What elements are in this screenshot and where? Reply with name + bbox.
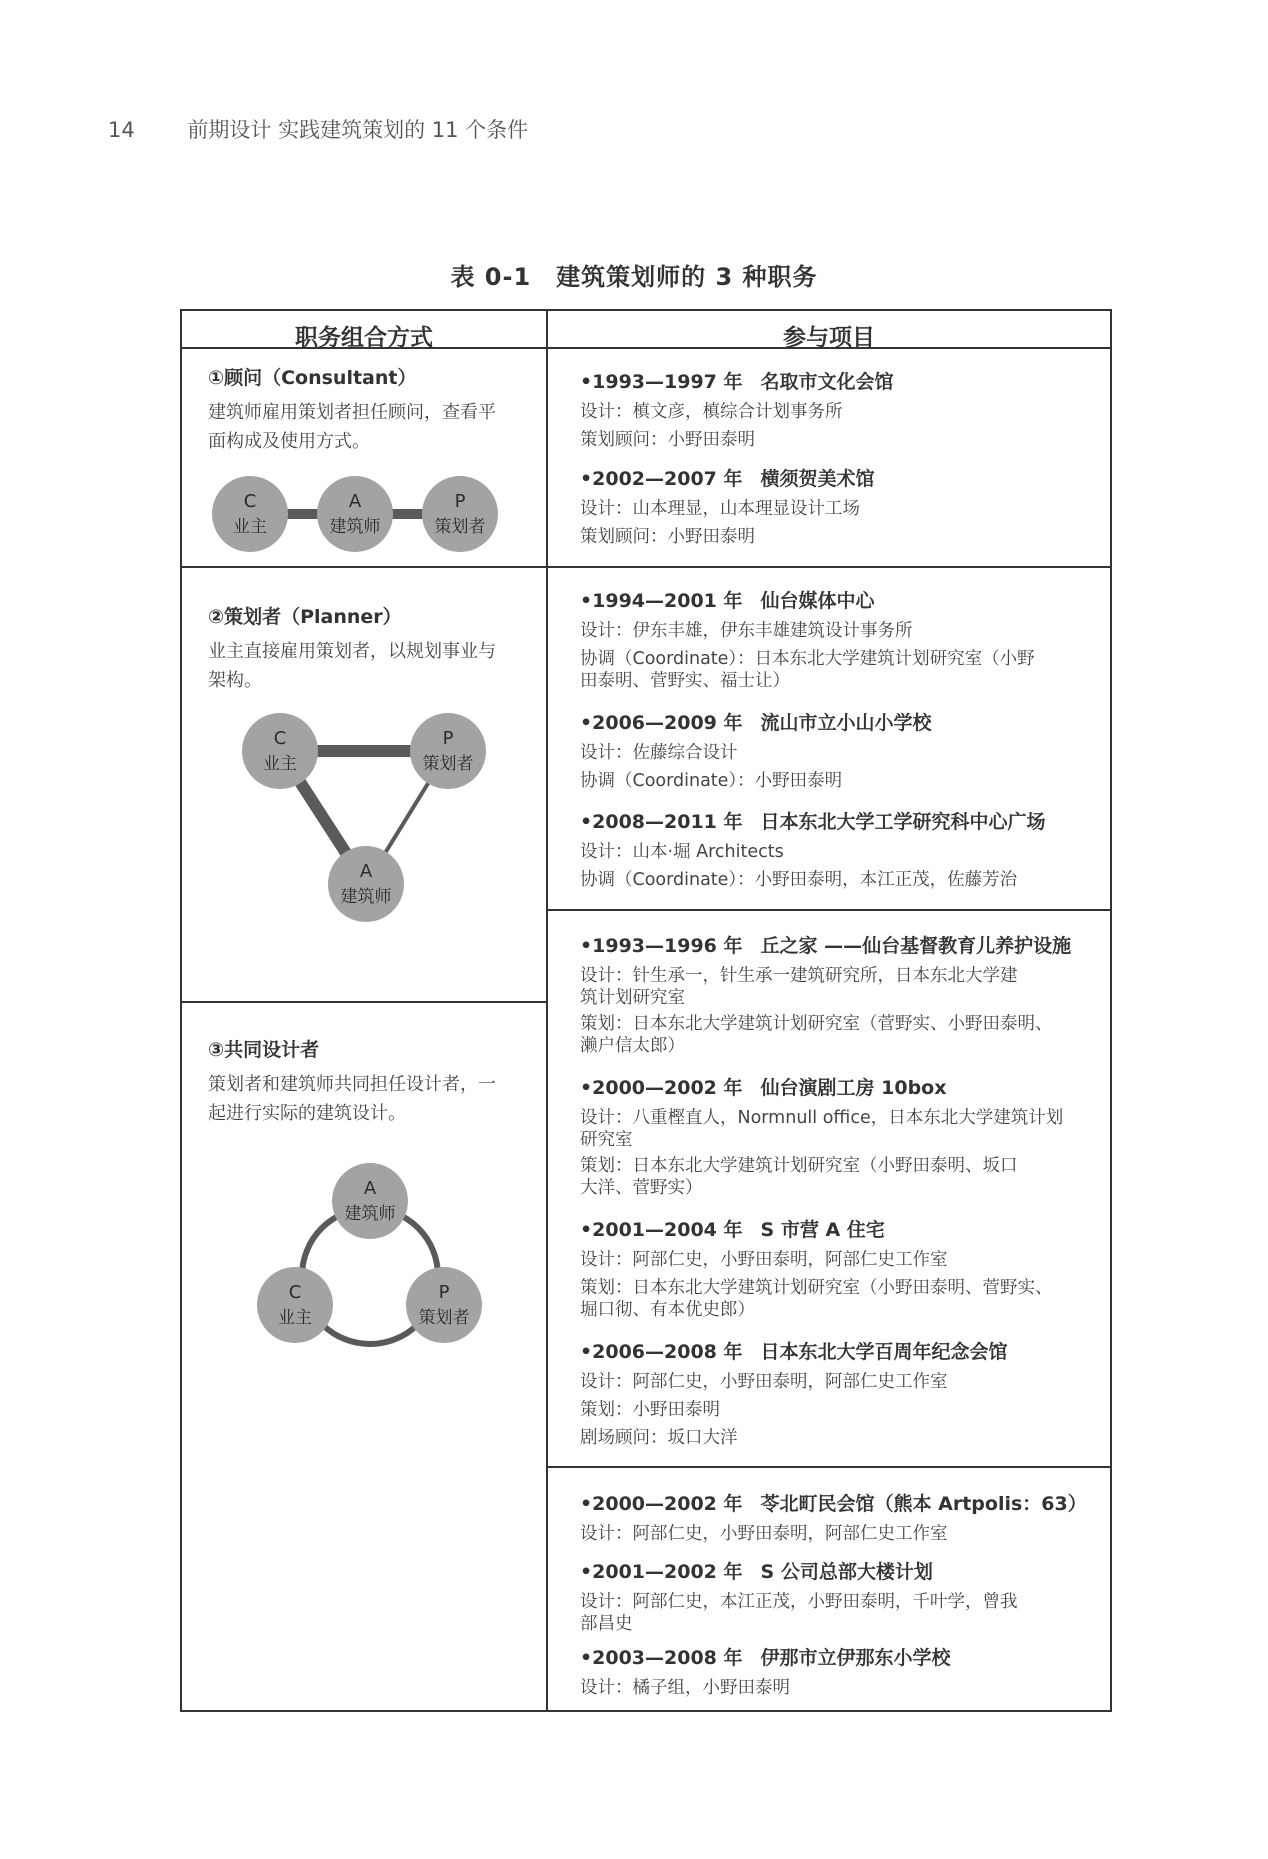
- project-heading: [580, 1337, 1090, 1367]
- project-detail: 策划顾问：小野田泰明: [580, 430, 755, 450]
- node-label: 策划者: [422, 754, 474, 774]
- node-letter: A: [359, 861, 373, 882]
- project-entry: [580, 708, 1090, 794]
- project-name: 名取市文化会馆: [760, 371, 894, 393]
- project-detail: 设计：橘子组，小野田泰明: [580, 1678, 790, 1698]
- node-client: [212, 476, 288, 552]
- role-description: [208, 637, 528, 695]
- role-description-line: 面构成及使用方式。: [208, 431, 370, 452]
- project-detail: 策划：小野田泰明: [580, 1400, 720, 1420]
- project-heading: [580, 1557, 1090, 1587]
- project-years: •2000—2002 年: [580, 1493, 743, 1515]
- project-entry: [580, 1557, 1090, 1635]
- project-detail: 剧场顾问：坂口大洋: [580, 1428, 738, 1448]
- role-description-line: 架构。: [208, 670, 262, 691]
- project-years: •2002—2007 年: [580, 468, 743, 490]
- project-name: 苓北町民会馆（熊本 Artpolis：63）: [760, 1493, 1087, 1515]
- role-description: [208, 1070, 528, 1128]
- left-row-rule-2: [182, 1001, 546, 1003]
- project-detail: 大洋、菅野实）: [580, 1178, 703, 1198]
- page-number: 14: [108, 118, 135, 142]
- node-planner: [406, 1267, 482, 1343]
- project-detail: 部昌史: [580, 1614, 633, 1634]
- project-detail: 协调（Coordinate）：小野田泰明: [580, 771, 843, 791]
- roles-table: [180, 309, 1112, 1712]
- project-entry: [580, 1489, 1090, 1547]
- project-heading: [580, 708, 1090, 738]
- project-heading: [580, 807, 1090, 837]
- project-detail: 设计：山本·堀 Architects: [580, 842, 784, 862]
- node-label: 建筑师: [340, 887, 392, 907]
- role-description: [208, 398, 528, 456]
- node-planner: [422, 476, 498, 552]
- node-label: 策划者: [418, 1308, 470, 1328]
- project-detail: 策划顾问：小野田泰明: [580, 527, 755, 547]
- right-row-rule-1: [546, 566, 1110, 568]
- project-heading: [580, 1215, 1090, 1245]
- project-detail: 策划：日本东北大学建筑计划研究室（小野田泰明、坂口: [580, 1156, 1018, 1176]
- project-heading: [580, 1073, 1090, 1103]
- project-entry: [580, 1643, 1090, 1701]
- project-detail: 策划：日本东北大学建筑计划研究室（菅野实、小野田泰明、: [580, 1014, 1053, 1034]
- project-years: •2003—2008 年: [580, 1647, 743, 1669]
- node-architect: [332, 1163, 408, 1239]
- role-description-line: 策划者和建筑师共同担任设计者，一: [208, 1074, 496, 1095]
- node-label: 业主: [233, 517, 267, 537]
- project-detail: 协调（Coordinate）：小野田泰明，本江正茂，佐藤芳治: [580, 870, 1018, 890]
- project-years: •2001—2004 年: [580, 1219, 743, 1241]
- project-detail: 堀口彻、有本优史郎）: [580, 1300, 755, 1320]
- project-detail: 设计：伊东丰雄，伊东丰雄建筑设计事务所: [580, 621, 913, 641]
- project-years: •2000—2002 年: [580, 1077, 743, 1099]
- project-heading: [580, 464, 1090, 494]
- node-client: [242, 713, 318, 789]
- project-detail: 协调（Coordinate）：日本东北大学建筑计划研究室（小野: [580, 649, 1035, 669]
- role-cell-co-designer: [208, 1035, 528, 1128]
- right-row-rule-3: [546, 1466, 1110, 1468]
- project-heading: [580, 1489, 1090, 1519]
- project-name: S 公司总部大楼计划: [760, 1561, 933, 1583]
- project-detail: 筑计划研究室: [580, 988, 685, 1008]
- role-description-line: 业主直接雇用策划者，以规划事业与: [208, 641, 496, 662]
- project-entry: [580, 367, 1090, 453]
- project-name: 丘之家 ——仙台基督教育儿养护设施: [760, 935, 1072, 957]
- project-entry: [580, 807, 1090, 893]
- node-letter: A: [348, 491, 362, 512]
- project-heading: [580, 931, 1090, 961]
- node-client: [257, 1267, 333, 1343]
- role-description-line: 起进行实际的建筑设计。: [208, 1103, 406, 1124]
- project-heading: [580, 367, 1090, 397]
- node-label: 建筑师: [344, 1204, 396, 1224]
- column-header-projects: 参与项目: [783, 325, 875, 351]
- project-entry: [580, 464, 1090, 550]
- project-name: 流山市立小山小学校: [760, 712, 932, 734]
- project-entry: [580, 1215, 1090, 1321]
- node-planner: [410, 713, 486, 789]
- node-architect: [328, 846, 404, 922]
- project-detail: 濑户信太郎）: [580, 1036, 685, 1056]
- project-detail: 设计：八重樫直人，Normnull office，日本东北大学建筑计划: [580, 1108, 1064, 1128]
- project-name: 伊那市立伊那东小学校: [760, 1647, 951, 1669]
- project-entry: [580, 1337, 1090, 1451]
- project-detail: 设计：山本理显，山本理显设计工场: [580, 499, 860, 519]
- node-letter: A: [363, 1178, 377, 1199]
- project-detail: 设计：槙文彦，槙综合计划事务所: [580, 402, 843, 422]
- node-letter: C: [273, 728, 287, 749]
- project-years: •2001—2002 年: [580, 1561, 743, 1583]
- role-description-line: 建筑师雇用策划者担任顾问，查看平: [208, 402, 496, 423]
- table-title: 表 0-1 建筑策划师的 3 种职务: [450, 263, 818, 291]
- node-letter: P: [438, 1282, 450, 1303]
- planner-diagram: [238, 706, 498, 931]
- project-years: •2006—2009 年: [580, 712, 743, 734]
- node-label: 策划者: [434, 517, 486, 537]
- project-name: S 市营 A 住宅: [760, 1219, 885, 1241]
- running-head: [108, 114, 528, 144]
- node-architect: [317, 476, 393, 552]
- project-heading: [580, 586, 1090, 616]
- project-detail: 策划：日本东北大学建筑计划研究室（小野田泰明、菅野实、: [580, 1278, 1053, 1298]
- project-years: •2008—2011 年: [580, 811, 743, 833]
- node-letter: P: [442, 728, 454, 749]
- project-name: 仙台媒体中心: [760, 590, 875, 612]
- node-label: 业主: [263, 754, 297, 774]
- project-years: •1993—1997 年: [580, 371, 743, 393]
- project-years: •2006—2008 年: [580, 1341, 743, 1363]
- project-years: •1994—2001 年: [580, 590, 743, 612]
- project-name: 仙台演剧工房 10box: [760, 1077, 947, 1099]
- project-entry: [580, 1073, 1090, 1199]
- project-detail: 设计：佐藤综合设计: [580, 743, 738, 763]
- node-letter: P: [454, 491, 466, 512]
- role-cell-consultant: [208, 363, 528, 456]
- project-detail: 设计：阿部仁史，小野田泰明，阿部仁史工作室: [580, 1372, 948, 1392]
- node-label: 建筑师: [329, 517, 381, 537]
- role-title: ③共同设计者: [208, 1039, 320, 1061]
- project-name: 日本东北大学工学研究科中心广场: [760, 811, 1046, 833]
- project-heading: [580, 1643, 1090, 1673]
- role-cell-planner: [208, 602, 528, 695]
- left-row-rule-1: [182, 566, 546, 568]
- project-detail: 设计：阿部仁史，小野田泰明，阿部仁史工作室: [580, 1250, 948, 1270]
- role-title: ①顾问（Consultant）: [208, 367, 417, 389]
- consultant-diagram: [212, 471, 512, 561]
- project-detail: 设计：针生承一，针生承一建筑研究所，日本东北大学建: [580, 966, 1018, 986]
- column-header-roles: 职务组合方式: [295, 325, 433, 351]
- column-divider: [546, 311, 548, 1710]
- node-label: 业主: [278, 1308, 312, 1328]
- project-detail: 设计：阿部仁史，小野田泰明，阿部仁史工作室: [580, 1524, 948, 1544]
- right-row-rule-2: [546, 909, 1110, 911]
- project-entry: [580, 931, 1090, 1057]
- project-years: •1993—1996 年: [580, 935, 743, 957]
- project-detail: 研究室: [580, 1130, 633, 1150]
- project-name: 横须贺美术馆: [760, 468, 875, 490]
- node-letter: C: [243, 491, 257, 512]
- project-entry: [580, 586, 1090, 692]
- project-detail: 田泰明、菅野实、福士让）: [580, 671, 790, 691]
- project-name: 日本东北大学百周年纪念会馆: [760, 1341, 1008, 1363]
- book-title: 前期设计 实践建筑策划的 11 个条件: [187, 118, 529, 142]
- node-letter: C: [288, 1282, 302, 1303]
- role-title: ②策划者（Planner）: [208, 606, 402, 628]
- co-designer-diagram: [248, 1151, 488, 1361]
- project-detail: 设计：阿部仁史，本江正茂，小野田泰明，千叶学，曾我: [580, 1592, 1018, 1612]
